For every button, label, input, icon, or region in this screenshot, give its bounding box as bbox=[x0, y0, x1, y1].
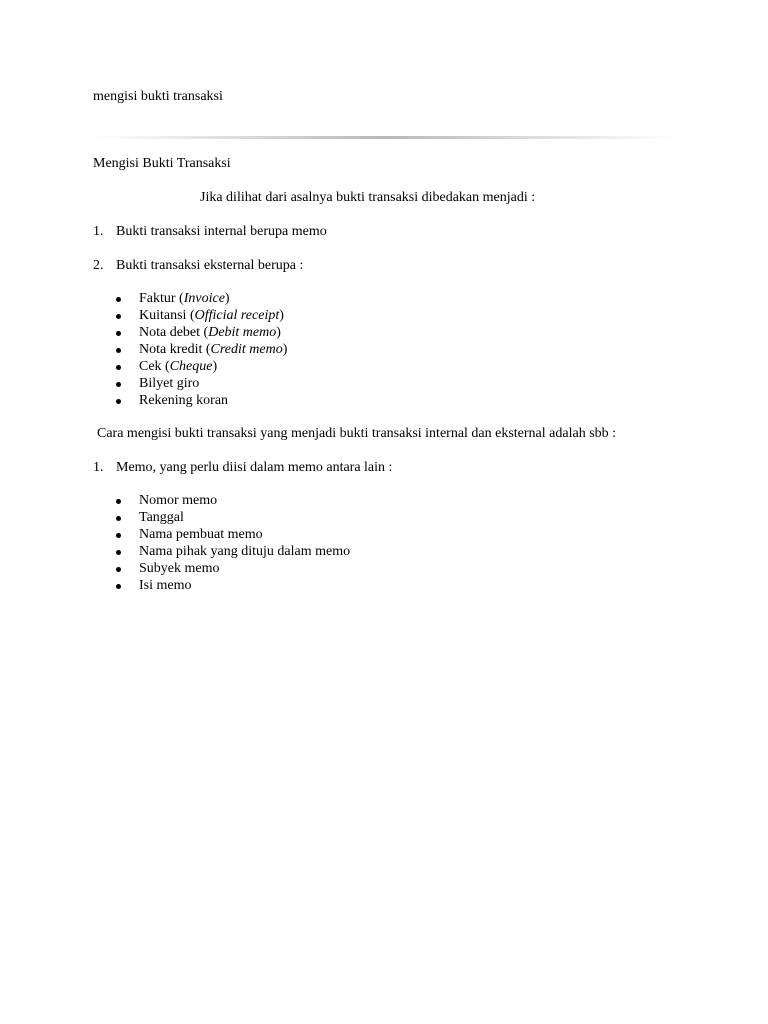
list-item: Nama pihak yang dituju dalam memo bbox=[113, 543, 350, 560]
list-item: Isi memo bbox=[113, 577, 350, 594]
list-item: Faktur (Invoice) bbox=[113, 290, 287, 307]
list-item: Rekening koran bbox=[113, 392, 287, 409]
section-title: Mengisi Bukti Transaksi bbox=[93, 156, 231, 171]
list-item: Nomor memo bbox=[113, 492, 350, 509]
bullet-icon bbox=[116, 331, 121, 336]
bullet-icon bbox=[116, 499, 121, 504]
bullet-icon bbox=[116, 567, 121, 572]
list-item: Cek (Cheque) bbox=[113, 358, 287, 375]
item-number: 2. bbox=[93, 258, 104, 273]
item-text: Bukti transaksi eksternal berupa : bbox=[116, 258, 304, 273]
item-number: 1. bbox=[93, 460, 104, 475]
numbered-item-memo bbox=[93, 459, 392, 476]
memo-fields-list bbox=[113, 492, 350, 594]
bullet-icon bbox=[116, 399, 121, 404]
bullet-icon bbox=[116, 365, 121, 370]
list-item: Nota debet (Debit memo) bbox=[113, 324, 287, 341]
list-item: Nama pembuat memo bbox=[113, 526, 350, 543]
item-number: 1. bbox=[93, 224, 104, 239]
item-text: Memo, yang perlu diisi dalam memo antara lain : bbox=[116, 460, 393, 475]
method-paragraph: Cara mengisi bukti transaksi yang menjadi bukti transaksi internal dan eksternal adalah sbb : bbox=[97, 426, 617, 441]
external-transaction-list bbox=[113, 290, 287, 409]
bullet-icon bbox=[116, 348, 121, 353]
item-text: Bukti transaksi internal berupa memo bbox=[116, 224, 327, 239]
horizontal-divider bbox=[93, 136, 676, 139]
list-item: Tanggal bbox=[113, 509, 350, 526]
bullet-icon bbox=[116, 516, 121, 521]
document-title: mengisi bukti transaksi bbox=[93, 89, 223, 104]
list-item: Kuitansi (Official receipt) bbox=[113, 307, 287, 324]
numbered-item-external bbox=[93, 257, 303, 274]
list-item: Nota kredit (Credit memo) bbox=[113, 341, 287, 358]
bullet-icon bbox=[116, 382, 121, 387]
numbered-item-internal bbox=[93, 223, 327, 240]
bullet-icon bbox=[116, 584, 121, 589]
intro-text: Jika dilihat dari asalnya bukti transaksi dibedakan menjadi : bbox=[200, 190, 536, 205]
bullet-icon bbox=[116, 297, 121, 302]
list-item: Bilyet giro bbox=[113, 375, 287, 392]
bullet-icon bbox=[116, 314, 121, 319]
list-item: Subyek memo bbox=[113, 560, 350, 577]
bullet-icon bbox=[116, 533, 121, 538]
bullet-icon bbox=[116, 550, 121, 555]
